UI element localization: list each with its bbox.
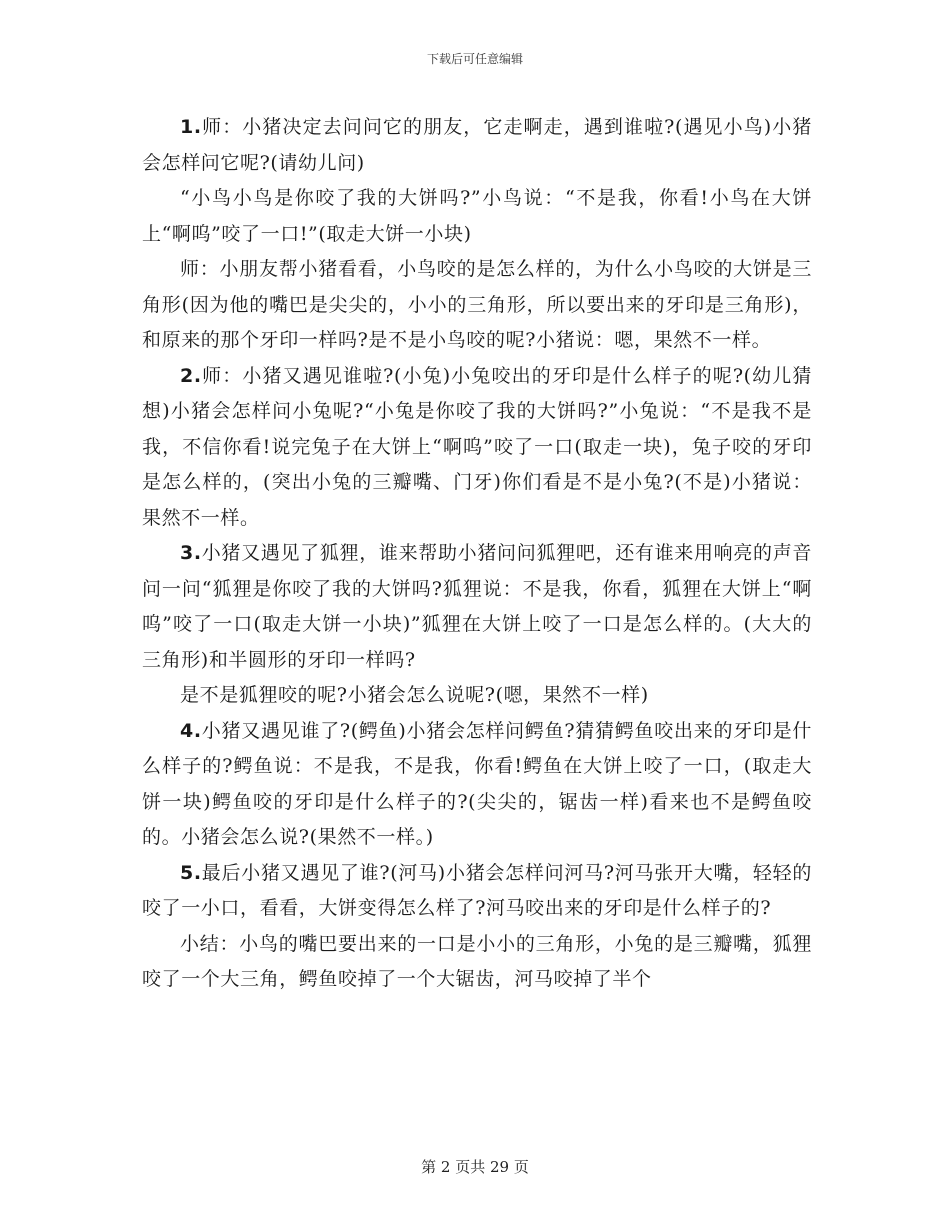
paragraph-text: 师：小朋友帮小猪看看，小鸟咬的是怎么样的，为什么小鸟咬的大饼是三角形(因为他的嘴巴是尖尖的，小小的三角形，所以要出来的牙印是三角形)，和原来的那个牙印一样吗?是不是小鸟咬的呢?小猪说：嗯，果然不一样。 (142, 258, 812, 351)
paragraph (142, 856, 812, 927)
paragraph (142, 678, 812, 714)
item-number: 5. (180, 861, 202, 884)
document-body (142, 110, 812, 998)
paragraph-text: 小结：小鸟的嘴巴要出来的一口是小小的三角形，小兔的是三瓣嘴，狐狸咬了一个大三角，鳄鱼咬掉了一个大锯齿，河马咬掉了半个 (142, 932, 812, 990)
item-number: 3. (180, 542, 202, 564)
paragraph (142, 181, 812, 252)
paragraph-text: 最后小猪又遇见了谁?(河马)小猪会怎样问河马?河马张开大嘴，轻轻的咬了一小口，看看，大饼变得怎么样了?河马咬出来的牙印是什么样子的? (142, 861, 812, 919)
paragraph (142, 927, 812, 998)
item-number: 2. (180, 364, 202, 387)
paragraph-text: 小猪又遇见谁了?(鳄鱼)小猪会怎样问鳄鱼?猜猜鳄鱼咬出来的牙印是什么样子的?鳄鱼说：不是我，不是我，你看!鳄鱼在大饼上咬了一口，(取走大饼一块)鳄鱼咬的牙印是什么样子的?(尖尖的，锯齿一样)看来也不是鳄鱼咬的。小猪会怎么说?(果然不一样。) (142, 719, 812, 848)
paragraph-text: 师：小猪决定去问问它的朋友，它走啊走，遇到谁啦?(遇见小鸟)小猪会怎样问它呢?(请幼儿问) (142, 116, 812, 174)
page-header: 下载后可任意编辑 (426, 52, 523, 66)
item-number: 4. (180, 719, 202, 742)
paragraph (142, 252, 812, 359)
paragraph (142, 110, 812, 181)
paragraph-text: “小鸟小鸟是你咬了我的大饼吗?”小鸟说：“不是我，你看!小鸟在大饼上“啊呜”咬了一口!”(取走大饼一小块) (142, 187, 812, 245)
paragraph (142, 714, 812, 856)
paragraph-text: 是不是狐狸咬的呢?小猪会怎么说呢?(嗯，果然不一样) (180, 684, 649, 706)
paragraph-text: 师：小猪又遇见谁啦?(小兔)小兔咬出的牙印是什么样子的呢?(幼儿猜想)小猪会怎样问小兔呢?“小兔是你咬了我的大饼吗?”小兔说：“不是我不是我，不信你看!说完兔子在大饼上“啊呜”咬了一口(取走一块)，兔子咬的牙印是怎么样的，(突出小兔的三瓣嘴、门牙)你们看是不是小兔?(不是)小猪说：果然不一样。 (142, 364, 812, 529)
paragraph (142, 536, 812, 678)
paragraph (142, 359, 812, 537)
item-number: 1. (180, 116, 202, 138)
page-footer: 第 2 页共 29 页 (421, 1158, 529, 1176)
paragraph-text: 小猪又遇见了狐狸，谁来帮助小猪问问狐狸吧，还有谁来用响亮的声音问一问“狐狸是你咬了我的大饼吗?狐狸说：不是我，你看，狐狸在大饼上“啊呜”咬了一口(取走大饼一小块)”狐狸在大饼上咬了一口是怎么样的。(大大的三角形)和半圆形的牙印一样吗? (142, 542, 812, 671)
